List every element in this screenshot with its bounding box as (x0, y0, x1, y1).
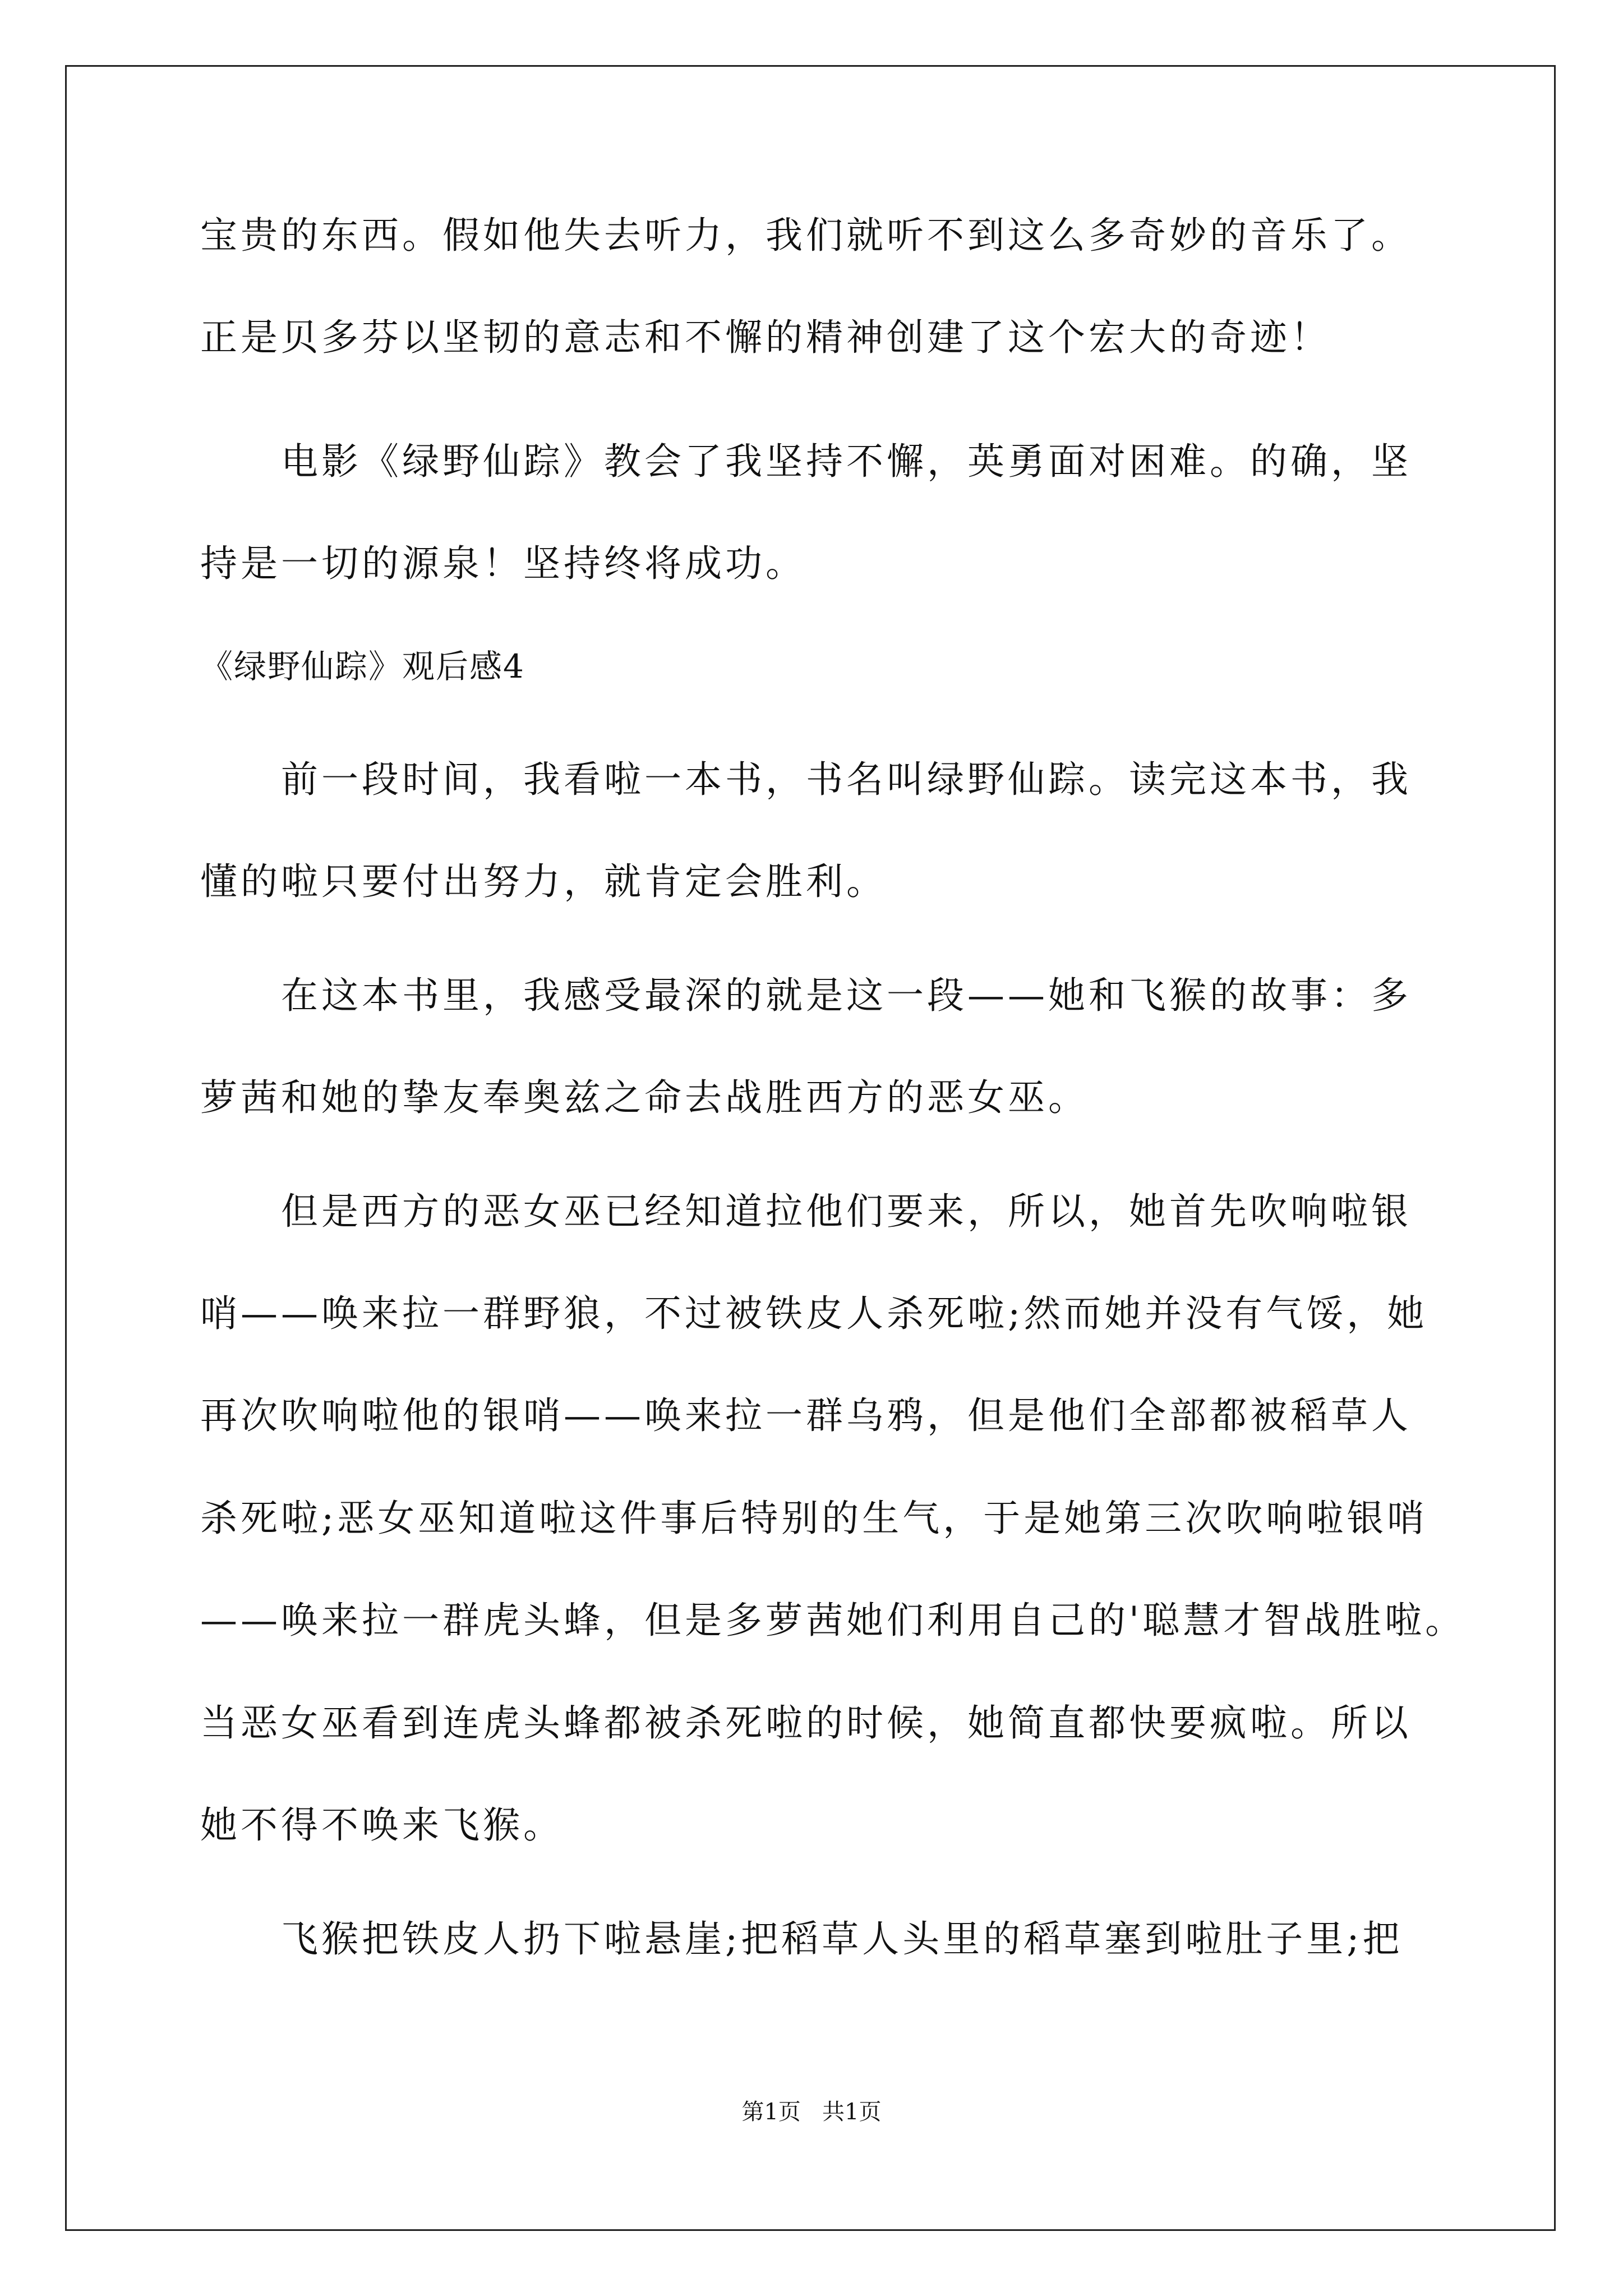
text-line: 她不得不唤来飞猴。 (200, 1803, 564, 1847)
text-line: 萝茜和她的挚友奉奥兹之命去战胜西方的恶女巫。 (200, 1076, 1089, 1119)
text-line: 再次吹响啦他的银哨——唤来拉一群乌鸦，但是他们全部都被稻草人 (200, 1394, 1412, 1437)
text-line: ——唤来拉一群虎头蜂，但是多萝茜她们利用自己的'聪慧才智战胜啦。 (200, 1599, 1466, 1642)
page-frame (65, 65, 1556, 2231)
paragraph-start: 在这本书里，我感受最深的就是这一段——她和飞猴的故事：多 (281, 974, 1412, 1017)
paragraph-start: 但是西方的恶女巫已经知道拉他们要来，所以，她首先吹响啦银 (281, 1190, 1412, 1233)
text-line: 正是贝多芬以坚韧的意志和不懈的精神创建了这个宏大的奇迹！ (200, 316, 1331, 359)
paragraph-start: 前一段时间，我看啦一本书，书名叫绿野仙踪。读完这本书，我 (281, 758, 1412, 801)
text-line: 持是一切的源泉！坚持终将成功。 (200, 542, 806, 585)
text-line: 当恶女巫看到连虎头蜂都被杀死啦的时候，她简直都快要疯啦。所以 (200, 1701, 1412, 1745)
text-line: 哨——唤来拉一群野狼，不过被铁皮人杀死啦;然而她并没有气馁，她 (200, 1292, 1428, 1335)
page-number-footer: 第1页 共1页 (741, 2099, 882, 2125)
text-line: 宝贵的东西。假如他失去听力，我们就听不到这么多奇妙的音乐了。 (200, 214, 1412, 257)
paragraph-start: 飞猴把铁皮人扔下啦悬崖;把稻草人头里的稻草塞到啦肚子里;把 (281, 1917, 1403, 1961)
text-line: 杀死啦;恶女巫知道啦这件事后特别的生气，于是她第三次吹响啦银哨 (200, 1497, 1428, 1540)
paragraph-start: 电影《绿野仙踪》教会了我坚持不懈，英勇面对困难。的确，坚 (281, 440, 1412, 483)
text-line: 懂的啦只要付出努力，就肯定会胜利。 (200, 860, 887, 903)
section-heading: 《绿野仙踪》观后感4 (200, 647, 525, 685)
